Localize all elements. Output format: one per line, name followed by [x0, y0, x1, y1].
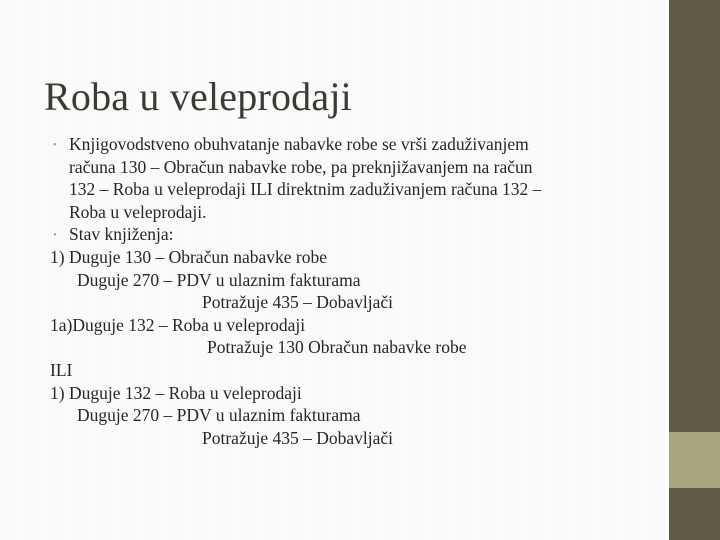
slide-title: Roba u veleprodaji: [44, 73, 352, 119]
bullet-item-1: [50, 133, 650, 223]
bullet-2-line-1: Stav knjiženja:: [69, 224, 174, 245]
entry-1-debit-130: 1) Duguje 130 – Obračun nabavke robe: [50, 246, 327, 267]
slide-body: [50, 133, 650, 449]
bullet-icon: •: [53, 139, 57, 151]
entry-1a-debit-132: 1a)Duguje 132 – Roba u veleprodaji: [50, 314, 306, 335]
bullet-item-2: [50, 223, 650, 246]
bullet-1-line-3: 132 – Roba u veleprodaji ILI direktnim zaduživanjem računa 132 –: [69, 179, 542, 200]
alternative-label: ILI: [50, 359, 73, 380]
bullet-icon: •: [53, 229, 57, 242]
bullet-1-line-2: računa 130 – Obračun nabavke robe, pa preknjižavanjem na račun: [69, 156, 533, 177]
entry-alt-credit-435: Potražuje 435 – Dobavljači: [202, 427, 393, 448]
bullet-1-line-1: Knjigovodstveno obuhvatanje nabavke robe se vrši zaduživanjem: [69, 134, 529, 154]
entry-alt-debit-132: 1) Duguje 132 – Roba u veleprodaji: [50, 382, 302, 403]
entry-1-credit-435: Potražuje 435 – Dobavljači: [202, 292, 393, 313]
sidebar-accent-block: [669, 432, 720, 488]
bullet-1-line-4: Roba u veleprodaji.: [69, 201, 207, 222]
entry-alt-debit-270: Duguje 270 – PDV u ulaznim fakturama: [77, 405, 361, 426]
entry-1-debit-270: Duguje 270 – PDV u ulaznim fakturama: [77, 269, 361, 290]
entry-1a-credit-130: Potražuje 130 Obračun nabavke robe: [207, 337, 467, 358]
